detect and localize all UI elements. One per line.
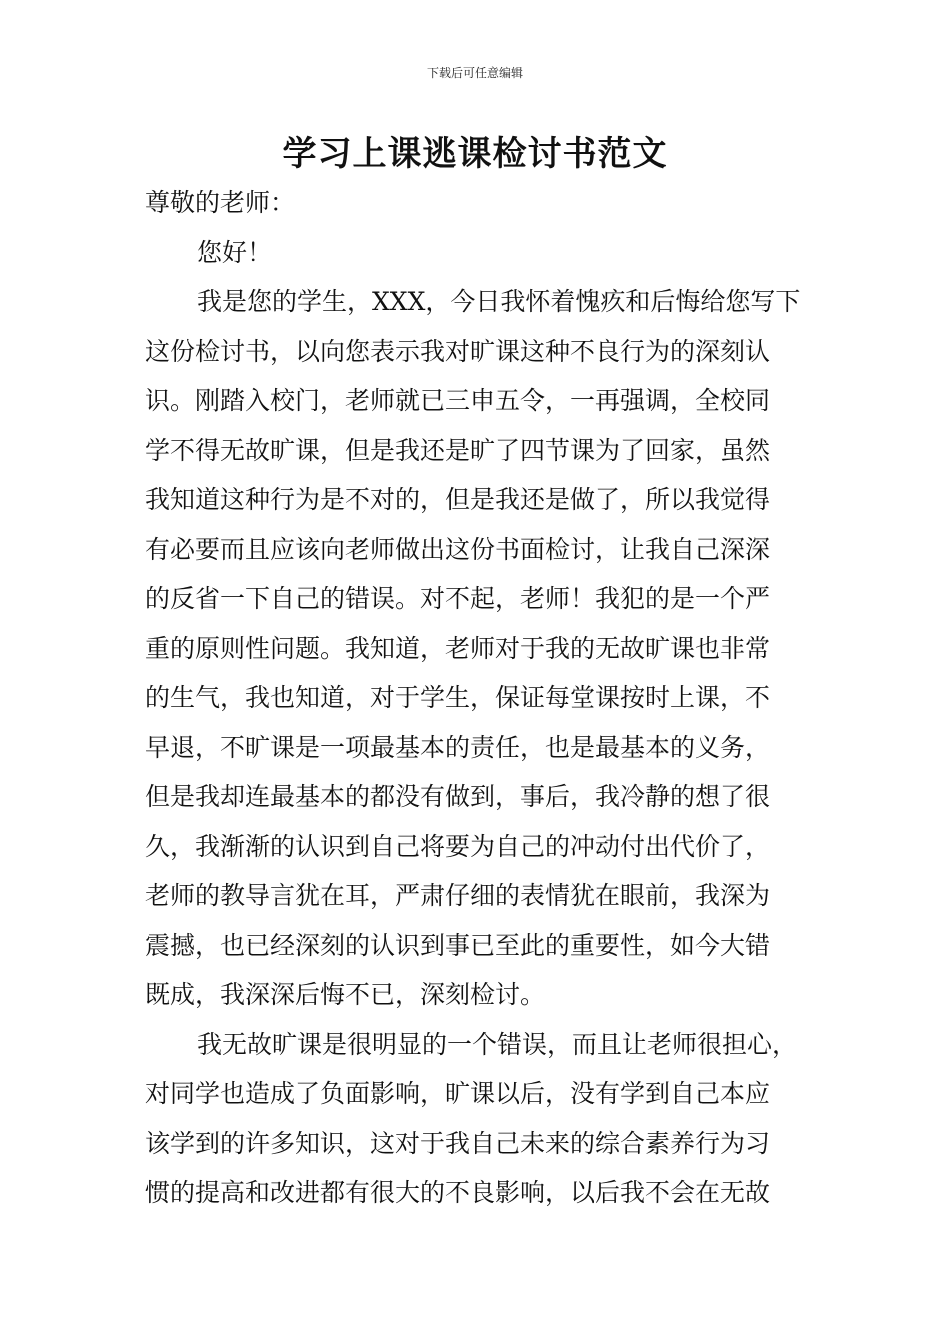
text-line: 早退，不旷课是一项最基本的责任，也是最基本的义务， <box>145 732 771 762</box>
text-line: 久，我渐渐的认识到自己将要为自己的冲动付出代价了， <box>145 831 771 861</box>
text-line: 我是您的学生，XXX，今日我怀着愧疚和后悔给您写下 <box>197 287 801 316</box>
text-line: 我无故旷课是很明显的一个错误，而且让老师很担心， <box>197 1029 798 1059</box>
text-line: 震撼，也已经深刻的认识到事已至此的重要性，如今大错 <box>145 930 771 960</box>
text-line: 的反省一下自己的错误。对不起，老师！我犯的是一个严 <box>145 584 771 613</box>
text-line: 识。刚踏入校门，老师就已三申五令，一再强调，全校同 <box>145 386 771 415</box>
text-line: 您好！ <box>197 237 273 267</box>
text-line: 但是我却连最基本的都没有做到，事后，我冷静的想了很 <box>145 782 771 811</box>
text-line: 惯的提高和改进都有很大的不良影响，以后我不会在无故 <box>145 1178 771 1207</box>
document-body <box>145 178 815 1218</box>
text-line: 学不得无故旷课，但是我还是旷了四节课为了回家，虽然 <box>145 435 771 465</box>
text-line: 我知道这种行为是不对的，但是我还是做了，所以我觉得 <box>145 485 771 514</box>
text-line: 这份检讨书，以向您表示我对旷课这种不良行为的深刻认 <box>145 336 771 366</box>
text-line: 有必要而且应该向老师做出这份书面检讨，让我自己深深 <box>145 534 771 564</box>
text-line: 尊敬的老师： <box>145 188 296 217</box>
text-line: 该学到的许多知识，这对于我自己未来的综合素养行为习 <box>145 1128 771 1158</box>
text-line: 老师的教导言犹在耳，严肃仔细的表情犹在眼前，我深为 <box>145 881 771 910</box>
text-line: 重的原则性问题。我知道，老师对于我的无故旷课也非常 <box>145 633 771 663</box>
document-title: 学习上课逃课检讨书范文 <box>282 134 668 174</box>
text-line: 对同学也造成了负面影响，旷课以后，没有学到自己本应 <box>145 1079 771 1108</box>
text-line: 既成，我深深后悔不已，深刻检讨。 <box>145 980 546 1009</box>
text-line: 的生气，我也知道，对于学生，保证每堂课按时上课，不 <box>145 683 771 712</box>
header-note: 下载后可任意编辑 <box>426 66 523 80</box>
